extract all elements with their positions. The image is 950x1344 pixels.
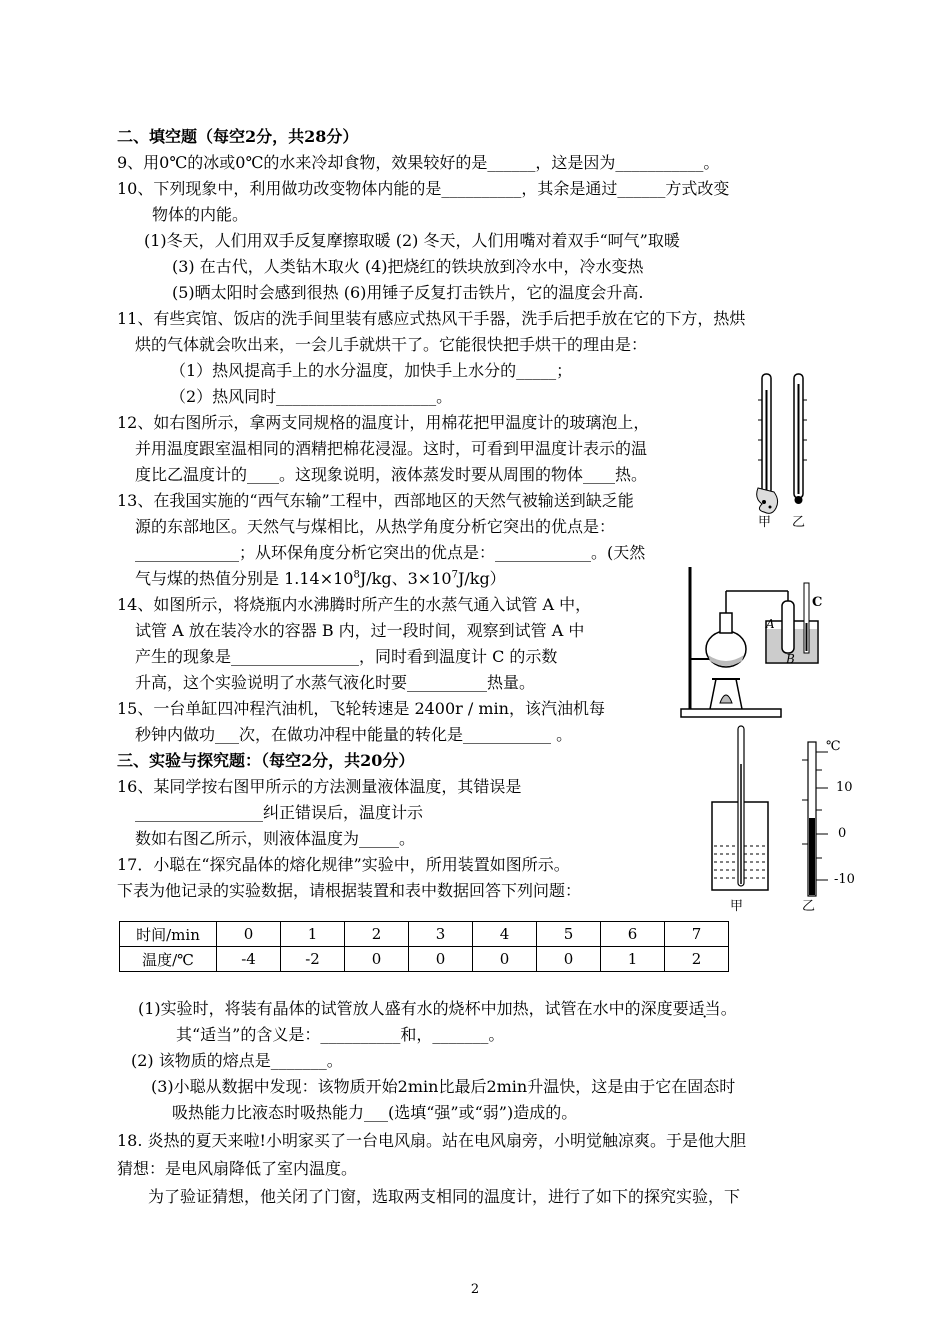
q13-line2: 源的东部地区。天然气与煤相比，从热学角度分析它突出的优点是：	[135, 517, 616, 536]
table-cell: 3	[409, 922, 473, 947]
table-cell: 1	[281, 922, 345, 947]
label-A: A	[766, 617, 775, 631]
q18-line1: 18. 炎热的夏天来啦!小明家买了一台电风扇。站在电风扇旁，小明觉触凉爽。于是他大胆	[117, 1131, 746, 1150]
table-cell: -4	[217, 947, 281, 972]
label-B: B	[786, 652, 795, 666]
q15-line1: 15、一台单缸四冲程汽油机，飞轮转速是 2400r / min，该汽油机每	[117, 699, 605, 718]
thermometers-figure	[752, 370, 822, 530]
table-cell: 0	[217, 922, 281, 947]
table-cell: 6	[601, 922, 665, 947]
table-header-time: 时间/min	[120, 922, 217, 947]
q17-line2: 下表为他记录的实验数据，请根据装置和表中数据回答下列问题：	[117, 881, 582, 900]
table-cell: 0	[345, 947, 409, 972]
q12-line1: 12、如右图所示，拿两支同规格的温度计，用棉花把甲温度计的玻璃泡上，	[117, 413, 650, 432]
table-cell: 2	[345, 922, 409, 947]
q12-line3: 度比乙温度计的____。这现象说明，液体蒸发时要从周围的物体____热。	[135, 465, 648, 484]
q16-line3: 数如右图乙所示，则液体温度为_____。	[135, 829, 416, 848]
q12-line2: 并用温度跟室温相同的酒精把棉花浸湿。这时，可看到甲温度计表示的温	[135, 439, 648, 458]
q10-line1: 10、下列现象中，利用做功改变物体内能的是__________，其余是通过______方式改变	[117, 179, 730, 198]
q13-line4: 气与煤的热值分别是 $1.14\times 10^8J/kg$、$3\times 10^7J/kg$）	[135, 569, 506, 588]
q17-sub2: (2) 该物质的熔点是_______。	[131, 1051, 343, 1070]
table-cell: 1	[601, 947, 665, 972]
table-cell: 2	[665, 947, 729, 972]
q14-line3: 产生的现象是________________，同时看到温度计 C 的示数	[135, 647, 558, 666]
label-jia-16: 甲	[730, 899, 744, 914]
table-cell: 0	[409, 947, 473, 972]
q16-line1: 16、某同学按右图甲所示的方法测量液体温度，其错误是	[117, 777, 522, 796]
thermometer-scale-figure	[794, 740, 834, 900]
label-jia: 甲	[758, 515, 772, 530]
table-header-temp: 温度/℃	[120, 947, 217, 972]
q18-line2: 猜想：是电风扇降低了室内温度。	[117, 1159, 358, 1178]
table-cell: -2	[281, 947, 345, 972]
beaker-thermometer-figure	[706, 724, 776, 894]
table-row	[120, 947, 729, 972]
q16-line2: ________________纠正错误后，温度计示	[135, 803, 424, 822]
q13-line3: _____________；从环保角度分析它突出的优点是：____________。(天然	[135, 543, 646, 562]
scale-minus-10: -10	[834, 872, 855, 887]
q11-line1: 11、有些宾馆、饭店的洗手间里装有感应式热风干手器，洗手后把手放在它的下方，热烘	[117, 309, 746, 328]
table-cell: 7	[665, 922, 729, 947]
q17-sub3-line1: (3)小聪从数据中发现：该物质开始2min比最后2min升温快，这是由于它在固态时	[151, 1077, 736, 1096]
table-cell: 0	[473, 947, 537, 972]
q17-line1: 17．小聪在“探究晶体的熔化规律”实验中，所用装置如图所示。	[117, 855, 570, 874]
q17-sub1-line2: 其“适当”的含义是：__________和，_______。	[176, 1025, 505, 1044]
q14-line2: 试管 A 放在装冷水的容器 B 内，过一段时间，观察到试管 A 中	[135, 621, 585, 640]
label-yi-16: 乙	[802, 899, 816, 914]
scale-unit: ℃	[826, 739, 841, 754]
section2-title: 二、填空题（每空2分，共28分）	[117, 127, 359, 146]
page-number: 2	[470, 1282, 480, 1297]
table-cell: 0	[537, 947, 601, 972]
table-row	[120, 922, 729, 947]
q10-options-3: (5)晒太阳时会感到很热 (6)用锤子反复打击铁片，它的温度会升高.	[172, 283, 644, 302]
scale-10: 10	[836, 780, 853, 795]
q10-options-2: (3) 在古代，人类钻木取火 (4)把烧红的铁块放到冷水中，冷水变热	[172, 257, 644, 276]
q17-sub1-line1: (1)实验时，将装有晶体的试管放人盛有水的烧杯中加热，试管在水中的深度要适当。	[138, 999, 737, 1018]
q17-sub3-line2: 吸热能力比液态时吸热能力___(选填“强”或“弱”)造成的。	[172, 1103, 578, 1122]
q11-line2: 烘的气体就会吹出来，一会儿手就烘干了。它能很快把手烘干的理由是：	[135, 335, 648, 354]
q18-line3: 为了验证猜想，他关闭了门窗，选取两支相同的温度计，进行了如下的探究实验，下	[148, 1187, 741, 1206]
q11-sub1: （1）热风提高手上的水分温度，加快手上水分的_____；	[170, 361, 573, 380]
q17-data-table	[119, 921, 729, 972]
q14-line4: 升高，这个实验说明了水蒸气液化时要__________热量。	[135, 673, 536, 692]
q15-line2: 秒钟内做功___次，在做功冲程中能量的转化是___________ 。	[135, 725, 573, 744]
q10-line2: 物体的内能。	[152, 205, 249, 224]
distillation-apparatus-figure	[676, 563, 846, 723]
q9-text: 9、用0℃的冰或0℃的水来冷却食物，效果较好的是______，这是因为___________。	[117, 153, 720, 172]
table-cell: 4	[473, 922, 537, 947]
q14-line1: 14、如图所示，将烧瓶内水沸腾时所产生的水蒸气通入试管 A 中，	[117, 595, 592, 614]
q13-line1: 13、在我国实施的“西气东输”工程中，西部地区的天然气被输送到缺乏能	[117, 491, 634, 510]
section3-title: 三、实验与探究题：（每空2分，共20分）	[117, 751, 415, 770]
label-yi: 乙	[792, 515, 806, 530]
q11-sub2: （2）热风同时____________________。	[170, 387, 453, 406]
table-cell: 5	[537, 922, 601, 947]
label-C: C	[812, 595, 823, 610]
scale-0: 0	[838, 826, 847, 841]
q10-options-1: (1)冬天，人们用双手反复摩擦取暖 (2) 冬天，人们用嘴对着双手“呵气”取暖	[144, 231, 680, 250]
